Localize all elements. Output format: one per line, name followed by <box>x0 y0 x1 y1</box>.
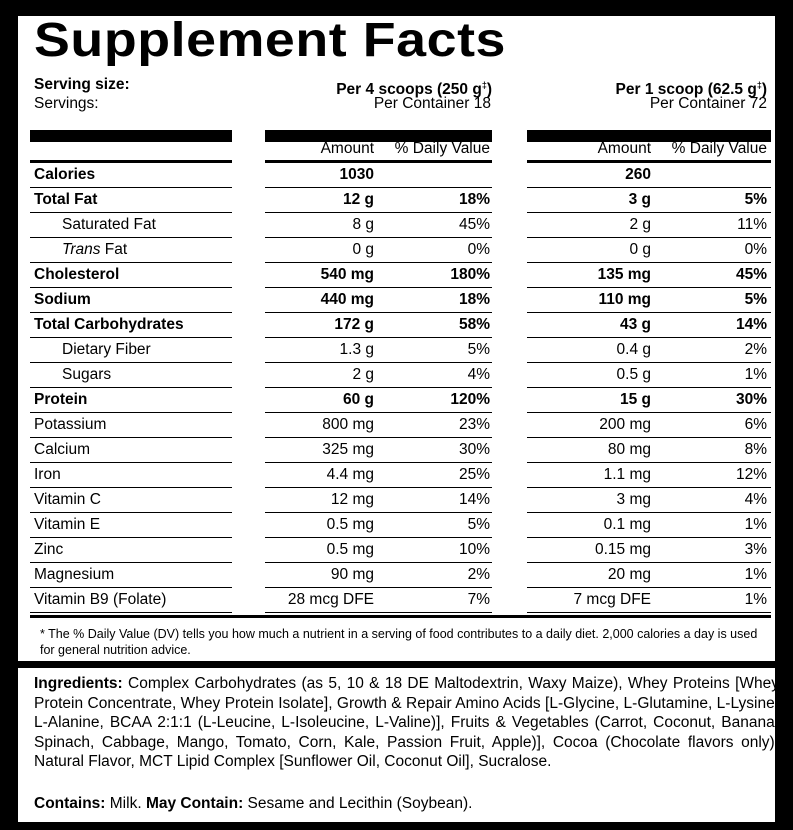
col2-daily-value: 1% <box>744 516 767 533</box>
col2-daily-value: 5% <box>744 291 767 308</box>
col2-daily-value: 1% <box>744 591 767 608</box>
table-bottom-rule <box>30 615 771 618</box>
col1-amount: 440 mg <box>320 291 374 308</box>
col2-amount: 0 g <box>629 241 651 258</box>
col1-daily-value: 10% <box>458 541 490 558</box>
col1-daily-value: 0% <box>467 241 490 258</box>
col1-amount: 0 g <box>352 241 374 258</box>
col2-amount: 0.15 mg <box>594 541 651 558</box>
col2-amount: 80 mg <box>607 441 651 458</box>
table-row <box>18 588 775 613</box>
may-contain-label: May Contain: <box>145 795 244 812</box>
table-row <box>18 238 775 263</box>
col2-amount: 200 mg <box>599 416 651 433</box>
col1-servings-per-container: Per Container 18 <box>373 95 491 112</box>
col1-amount: 12 mg <box>330 491 374 508</box>
table-row <box>18 163 775 188</box>
col1-amount: 1030 <box>339 166 374 183</box>
col2-amount-header: Amount <box>597 140 651 157</box>
col2-daily-value: 6% <box>744 416 767 433</box>
ingredients-text: Ingredients: Complex Carbohydrates (as 5, 10 & 18 DE Maltodextrin, Waxy Maize), Whey Proteins [Whey Protein Concentrate, Whey Protein Isolate], Growth & Repair Amino Acids [L-Glycine, L-Glutamine, L-Lysine, L-Alanine, BCAA 2:1:1 (L-Leucine, L-Isoleucine, L-Valine)], Fruits & Vegetables (Carrot, Coconut, Banana, Spinach, Cabbage, Mango, Tomato, Corn, Kale, Passion Fruit, Apple)], Cocoa (Chocolate flavors only), Natural Flavor, MCT Lipid Complex [Sunflower Oil, Coconut Oil], Sucralose. <box>34 675 779 770</box>
col1-amount: 325 mg <box>322 441 374 458</box>
col1-daily-value: 180% <box>450 266 490 283</box>
table-row <box>18 338 775 363</box>
col1-daily-value: 25% <box>458 466 490 483</box>
serving-size-label: Serving size: <box>34 76 130 93</box>
table-row <box>18 213 775 238</box>
col2-daily-value: 12% <box>735 466 767 483</box>
col1-amount-header: Amount <box>320 140 374 157</box>
col2-daily-value: 30% <box>735 391 767 408</box>
col1-amount: 60 g <box>342 391 374 408</box>
row-divider <box>30 612 232 613</box>
nutrient-name: Potassium <box>34 416 107 433</box>
daily-value-footnote: * The % Daily Value (DV) tells you how much a nutrient in a serving of food contributes to a daily diet. 2,000 calories a day is used for general nutrition advice. <box>40 627 758 657</box>
col2-servings-per-container: Per Container 72 <box>649 95 767 112</box>
table-row <box>18 488 775 513</box>
nutrient-name: Total Fat <box>34 191 98 208</box>
table-row <box>18 313 775 338</box>
col2-amount: 3 mg <box>616 491 651 508</box>
col1-amount: 4.4 mg <box>326 466 374 483</box>
table-row <box>18 463 775 488</box>
contains-label: Contains: <box>34 795 106 812</box>
nutrient-name: Total Carbohydrates <box>34 316 184 333</box>
col2-daily-value: 0% <box>744 241 767 258</box>
col1-daily-value: 45% <box>458 216 490 233</box>
col1-daily-value: 2% <box>467 566 490 583</box>
nutrient-name: Trans Fat <box>62 241 128 258</box>
nutrient-name: Saturated Fat <box>62 216 156 233</box>
col2-serving-head: Per 1 scoop (62.5 g‡) <box>615 80 767 99</box>
nutrient-name: Iron <box>34 466 61 483</box>
label-frame <box>6 6 783 822</box>
col2-daily-value: 14% <box>735 316 767 333</box>
col1-daily-value: 58% <box>458 316 490 333</box>
allergen-statement: Contains: Milk. May Contain: Sesame and Lecithin (Soybean). <box>34 795 473 812</box>
servings-label: Servings: <box>34 95 99 112</box>
supplement-facts-panel <box>18 16 775 661</box>
row-divider <box>527 612 771 613</box>
nutrient-name: Sugars <box>62 366 112 383</box>
table-row <box>18 263 775 288</box>
col2-daily-value: 4% <box>744 491 767 508</box>
nutrient-name: Sodium <box>34 291 91 308</box>
col2-daily-value: 1% <box>744 366 767 383</box>
double-dagger-mark: ‡ <box>756 80 762 90</box>
nutrient-name: Dietary Fiber <box>62 341 151 358</box>
nutrient-name: Cholesterol <box>34 266 120 283</box>
col2-amount: 0.5 g <box>616 366 651 383</box>
col1-daily-value: 4% <box>467 366 490 383</box>
col2-amount: 135 mg <box>597 266 651 283</box>
table-row <box>18 188 775 213</box>
double-dagger-mark: ‡ <box>481 80 487 90</box>
col1-amount: 8 g <box>352 216 374 233</box>
col2-daily-value: 2% <box>744 341 767 358</box>
nutrient-name: Vitamin B9 (Folate) <box>34 591 167 608</box>
table-row <box>18 538 775 563</box>
col1-amount: 1.3 g <box>339 341 374 358</box>
col1-daily-value: 5% <box>467 516 490 533</box>
label-title: Supplement Facts <box>34 14 506 67</box>
col1-daily-value: 23% <box>458 416 490 433</box>
col1-daily-value: 18% <box>458 291 490 308</box>
section-bar-left <box>30 130 232 142</box>
col1-daily-value: 14% <box>458 491 490 508</box>
col2-amount: 3 g <box>628 191 651 208</box>
ingredients-panel <box>18 668 779 822</box>
col2-amount: 20 mg <box>607 566 651 583</box>
col2-daily-value: 1% <box>744 566 767 583</box>
col1-daily-value: 120% <box>450 391 490 408</box>
table-row <box>18 563 775 588</box>
nutrient-name: Magnesium <box>34 566 115 583</box>
nutrient-name: Zinc <box>34 541 64 558</box>
col2-amount: 15 g <box>619 391 651 408</box>
col1-amount: 0.5 mg <box>326 541 374 558</box>
col1-amount: 28 mcg DFE <box>287 591 374 608</box>
col2-amount: 7 mcg DFE <box>573 591 651 608</box>
nutrient-name: Protein <box>34 391 88 408</box>
col2-amount: 1.1 mg <box>603 466 651 483</box>
col2-daily-value: 3% <box>744 541 767 558</box>
nutrient-name: Calories <box>34 166 96 183</box>
col2-daily-value: 5% <box>744 191 767 208</box>
col1-amount: 800 mg <box>322 416 374 433</box>
nutrient-name: Vitamin E <box>34 516 101 533</box>
col1-serving-head: Per 4 scoops (250 g‡) <box>336 80 492 99</box>
col1-amount: 12 g <box>342 191 374 208</box>
ingredients-label: Ingredients: <box>34 675 123 692</box>
col2-dv-header: % Daily Value <box>671 140 767 157</box>
table-row <box>18 388 775 413</box>
col1-dv-header: % Daily Value <box>394 140 490 157</box>
col2-amount: 43 g <box>619 316 651 333</box>
col1-daily-value: 5% <box>467 341 490 358</box>
col2-amount: 2 g <box>629 216 651 233</box>
col2-amount: 110 mg <box>598 291 651 308</box>
col1-amount: 172 g <box>334 316 374 333</box>
nutrient-name: Calcium <box>34 441 90 458</box>
col2-amount: 0.4 g <box>616 341 651 358</box>
col1-amount: 90 mg <box>330 566 374 583</box>
col2-amount: 260 <box>625 166 651 183</box>
col1-amount: 0.5 mg <box>326 516 374 533</box>
col1-daily-value: 30% <box>458 441 490 458</box>
table-row <box>18 513 775 538</box>
col2-daily-value: 45% <box>735 266 767 283</box>
col1-amount: 540 mg <box>320 266 374 283</box>
col1-daily-value: 18% <box>458 191 490 208</box>
row-divider <box>265 612 492 613</box>
col2-daily-value: 11% <box>737 216 767 233</box>
nutrient-name: Vitamin C <box>34 491 101 508</box>
table-row <box>18 413 775 438</box>
col2-daily-value: 8% <box>744 441 767 458</box>
col2-amount: 0.1 mg <box>603 516 651 533</box>
table-row <box>18 438 775 463</box>
col1-amount: 2 g <box>352 366 374 383</box>
col1-daily-value: 7% <box>467 591 490 608</box>
table-row <box>18 288 775 313</box>
table-row <box>18 363 775 388</box>
